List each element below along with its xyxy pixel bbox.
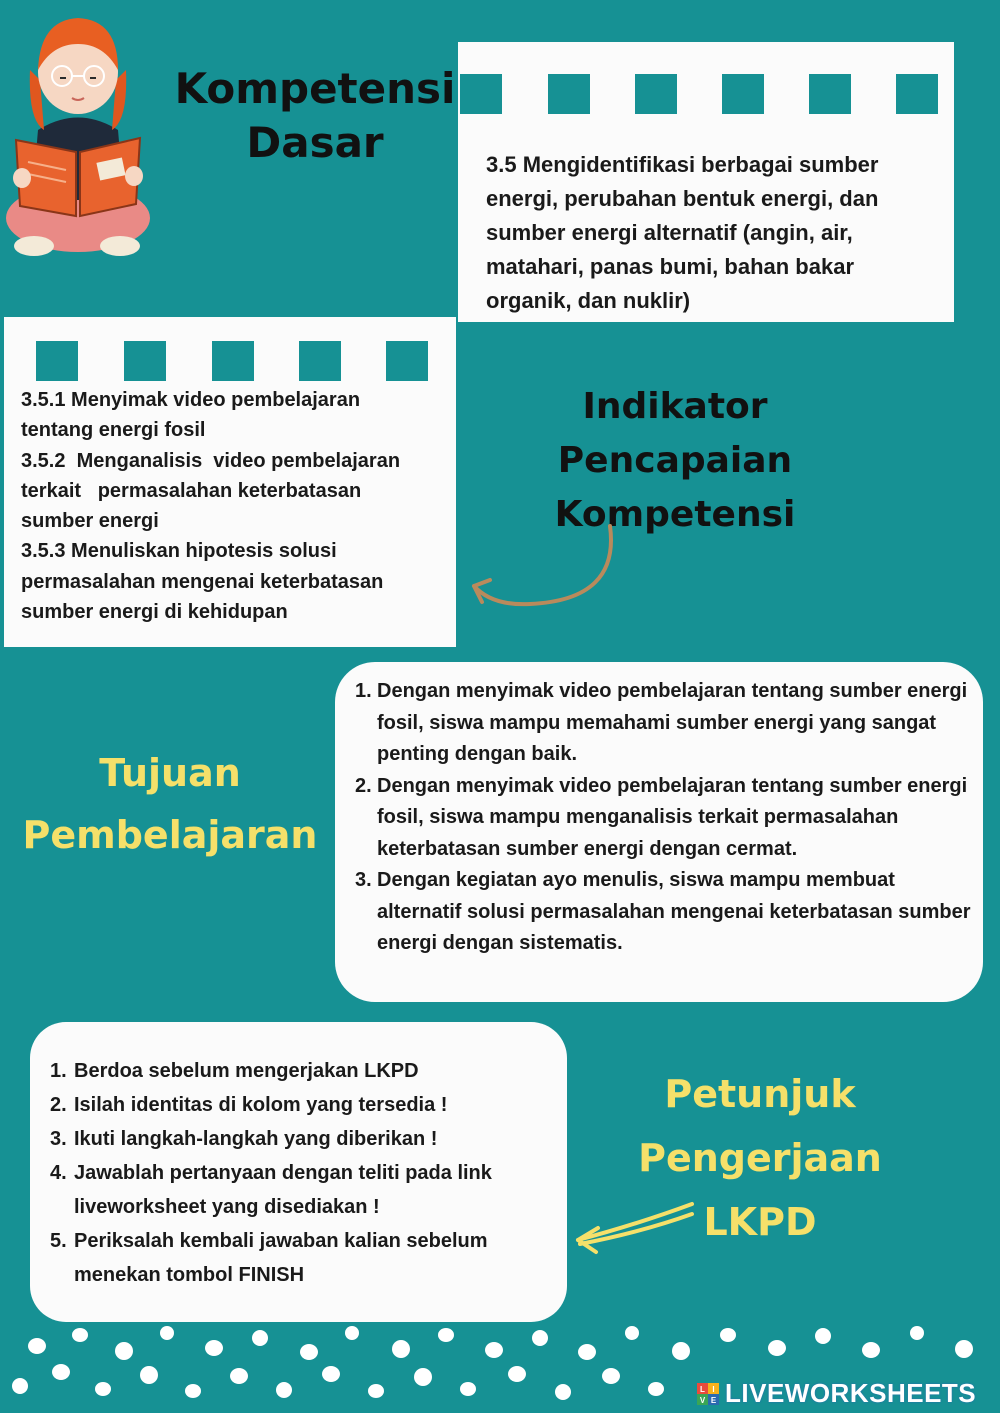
petunjuk-item-number: 2. [50,1094,67,1116]
ipk-line: 3.5.1 Menyimak video pembelajaran [21,389,361,411]
decor-dot [672,1342,690,1360]
kd-card [458,42,954,322]
decor-dot [368,1384,384,1398]
petunjuk-item-text: Berdoa sebelum mengerjakan LKPD [74,1060,419,1082]
kd-card-tab [635,74,677,114]
ipk-line: tentang energi fosil [21,419,206,442]
tujuan-list [355,676,979,960]
petunjuk-item-text: Isilah identitas di kolom yang tersedia ! [74,1094,448,1116]
decor-dot [95,1382,111,1396]
decor-dot [392,1340,410,1358]
ipk-card-tab [299,341,341,381]
logo-letter-l: L [700,1385,705,1394]
petunjuk-item-number: 1. [50,1060,67,1082]
decor-dot [322,1366,340,1382]
decor-dot [160,1326,174,1340]
ipk-line: sumber energi di kehidupan [21,601,288,624]
double-arrow-icon [568,1196,698,1256]
petunjuk-item [50,1224,560,1292]
decor-dot [230,1368,248,1384]
tujuan-item-text: Dengan kegiatan ayo menulis, siswa mampu membuat alternatif solusi permasalahan mengenai keterbatasan sumber energi dengan sistematis. [377,869,971,954]
ipk-card-tab [386,341,428,381]
decor-dot [115,1342,133,1360]
decor-dot [300,1344,318,1360]
logo-letter-i: I [712,1385,715,1394]
kd-heading [170,62,460,170]
petunjuk-card [30,1022,567,1322]
petunjuk-heading-line-2: Pengerjaan [638,1136,882,1180]
tujuan-heading-line-1: Tujuan [99,751,241,795]
ipk-card-tab [36,341,78,381]
decor-dot [485,1342,503,1358]
decor-dot [555,1384,571,1400]
decor-dot [345,1326,359,1340]
tujuan-item [355,771,979,866]
petunjuk-heading-line-1: Petunjuk [664,1072,856,1116]
decor-dot [185,1384,201,1398]
kd-heading-line-1: Kompetensi [174,64,456,113]
petunjuk-item-number: 4. [50,1162,67,1184]
decor-dot [508,1366,526,1382]
decor-dot [276,1382,292,1398]
decor-dot [72,1328,88,1342]
kd-card-tab [809,74,851,114]
petunjuk-item-text: Periksalah kembali jawaban kalian sebelum menekan tombol FINISH [74,1230,488,1286]
petunjuk-heading-line-3: LKPD [703,1200,817,1244]
ipk-line: 3.5.3 Menuliskan hipotesis solusi [21,540,337,563]
ipk-text [21,385,451,627]
ipk-card [4,317,456,647]
tujuan-item-text: Dengan menyimak video pembelajaran tentang sumber energi fosil, siswa mampu memahami sumber energi yang sangat penting dengan baik. [377,680,968,765]
kd-card-tab [460,74,502,114]
decor-dot [955,1340,973,1358]
girl-reading-book-icon [0,10,160,260]
petunjuk-item-text: Jawablah pertanyaan dengan teliti pada link liveworksheet yang disediakan ! [74,1162,492,1218]
decor-dot [28,1338,46,1354]
tujuan-item [355,865,979,960]
decor-dot [648,1382,664,1396]
ipk-heading-line-3: Kompetensi [554,494,796,535]
tujuan-item-number: 1. [355,680,372,702]
decor-dot [815,1328,831,1344]
ipk-heading [540,380,810,542]
decor-dot [438,1328,454,1342]
ipk-line: terkait permasalahan keterbatasan [21,479,362,502]
decor-dot [12,1378,28,1394]
petunjuk-list [50,1054,560,1292]
tujuan-heading [20,742,320,866]
decor-dot [460,1382,476,1396]
decor-dot [768,1340,786,1356]
logo-letter-v: V [699,1396,706,1405]
kd-card-tab [896,74,938,114]
decor-dot [578,1344,596,1360]
decor-dot [140,1366,158,1384]
logo-letter-e: E [710,1396,717,1405]
ipk-line: permasalahan mengenai keterbatasan [21,570,384,593]
decor-dot [532,1330,548,1346]
petunjuk-item-number: 3. [50,1128,67,1150]
petunjuk-item [50,1122,560,1156]
ipk-card-tab [212,341,254,381]
ipk-card-tab [124,341,166,381]
decor-dot [205,1340,223,1356]
tujuan-item-number: 2. [355,774,372,797]
decor-dot [52,1364,70,1380]
ipk-line: 3.5.2 Menganalisis video pembelajaran [21,449,401,472]
liveworksheets-brand[interactable]: LIVEWORKSHEETS [725,1378,977,1408]
petunjuk-item [50,1088,560,1122]
decor-dot [414,1368,432,1386]
tujuan-item-text: Dengan menyimak video pembelajaran tentang sumber energi fosil, siswa mampu menganalisis terkait permasalahan keterbatasan sumber energi dengan cermat. [377,774,968,860]
petunjuk-item [50,1054,560,1088]
kd-card-tab [722,74,764,114]
decor-dot [625,1326,639,1340]
ipk-line: sumber energi [21,510,159,533]
decor-dot [252,1330,268,1346]
petunjuk-item-text: Ikuti langkah-langkah yang diberikan ! [74,1128,438,1150]
decor-dot [910,1326,924,1340]
liveworksheets-logo-icon [697,1383,719,1405]
petunjuk-item-number: 5. [50,1230,67,1252]
ipk-heading-line-1: Indikator [582,386,768,427]
decor-dot [602,1368,620,1384]
kd-card-tab [548,74,590,114]
tujuan-item-number: 3. [355,869,372,891]
kd-heading-line-2: Dasar [246,117,384,167]
decor-dot [862,1342,880,1358]
kd-text: 3.5 Mengidentifikasi berbagai sumber energi, perubahan bentuk energi, dan sumber energi alternatif (angin, air, matahari, panas bumi, bahan bakar organik, dan nuklir) [486,152,879,313]
petunjuk-item [50,1156,560,1224]
curved-arrow-icon [460,520,630,620]
decor-dot [720,1328,736,1342]
tujuan-heading-line-2: Pembelajaran [22,813,318,857]
tujuan-card [335,662,983,1002]
ipk-heading-line-2: Pencapaian [557,440,793,481]
tujuan-item [355,676,979,771]
